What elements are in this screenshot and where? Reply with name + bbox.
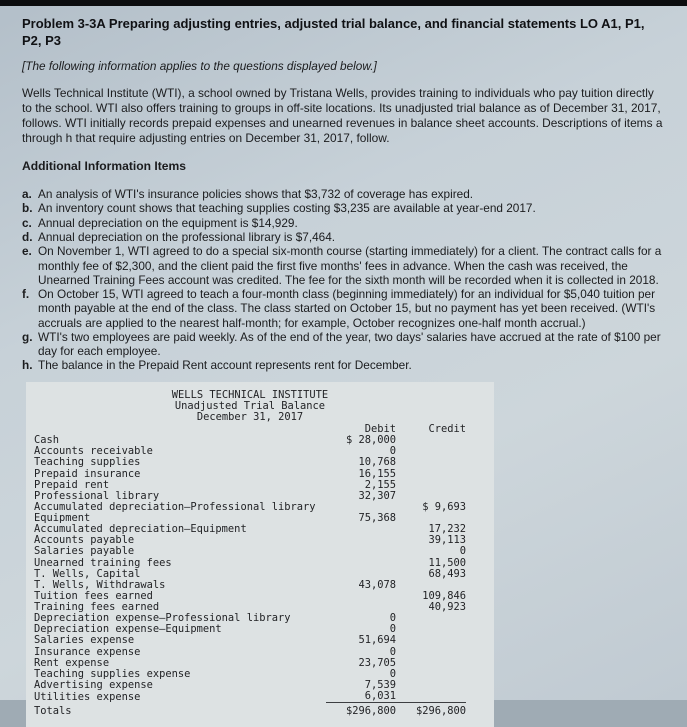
additional-info-heading: Additional Information Items	[22, 159, 186, 174]
account-cell: Equipment	[34, 512, 91, 525]
item-letter: c.	[22, 215, 32, 230]
item-text: Annual depreciation on the equipment is $14,929.	[38, 215, 298, 230]
debit-cell	[326, 591, 396, 602]
table-row	[34, 691, 466, 703]
debit-cell: 6,031	[326, 691, 396, 703]
credit-cell	[396, 669, 466, 680]
item-letter: b.	[22, 201, 33, 216]
info-item	[22, 187, 665, 201]
info-item	[22, 358, 665, 372]
account-cell: Teaching supplies expense	[34, 667, 191, 680]
credit-cell: 17,232	[428, 523, 466, 536]
table-title-date: December 31, 2017	[196, 410, 304, 423]
debit-cell: $ 28,000	[345, 434, 396, 447]
item-letter: a.	[22, 187, 32, 202]
account-cell: Prepaid insurance	[34, 467, 141, 480]
debit-cell: 51,694	[358, 634, 396, 647]
table-title-company: WELLS TECHNICAL INSTITUTE	[171, 388, 329, 401]
account-cell: Prepaid rent	[34, 478, 110, 491]
table-row	[34, 502, 466, 513]
debit-cell: 16,155	[358, 467, 396, 480]
account-cell: Professional library	[34, 489, 160, 502]
account-cell: Accumulated depreciation—Professional library	[34, 500, 316, 513]
credit-cell: 11,500	[428, 556, 466, 569]
intro-paragraph: Wells Technical Institute (WTI), a school owned by Tristana Wells, provides training to individuals who pay tuition directly to the school. WTI also offers training to groups in off-site locations. Its unadjusted trial balance as of December 31, 2017, follows. WTI initially records prepaid expenses and unearned revenues in balance sheet accounts. Descriptions of items a through h that require adjusting entries on December 31, 2017, follow.	[22, 85, 663, 146]
table-row	[34, 647, 466, 658]
table-row	[34, 457, 466, 468]
credit-cell	[396, 457, 466, 468]
account-cell: Cash	[34, 434, 60, 447]
credit-header: Credit	[428, 423, 466, 436]
trial-balance-title	[34, 390, 466, 423]
credit-cell	[396, 624, 466, 635]
item-letter: e.	[22, 244, 32, 259]
account-cell: T. Wells, Capital	[34, 567, 141, 580]
credit-cell: 0	[459, 545, 466, 558]
table-row	[34, 680, 466, 691]
debit-cell: $296,800	[345, 705, 396, 718]
info-item	[22, 201, 665, 215]
items-list	[22, 187, 665, 372]
account-cell: Accumulated depreciation—Equipment	[34, 523, 247, 536]
item-text: Annual depreciation on the professional library is $7,464.	[38, 230, 336, 245]
credit-cell	[396, 480, 466, 491]
debit-cell: 0	[389, 645, 396, 658]
item-letter: f.	[22, 287, 30, 302]
problem-title: Problem 3-3A Preparing adjusting entries, adjusted trial balance, and financial statements LO A1, P1, P2, P3	[22, 16, 645, 48]
table-row	[34, 703, 466, 718]
credit-cell: 109,846	[422, 589, 466, 602]
credit-cell: 68,493	[428, 567, 466, 580]
account-cell: Advertising expense	[34, 678, 153, 691]
credit-cell	[396, 435, 466, 446]
table-row	[34, 546, 466, 557]
problem-content	[0, 6, 687, 727]
account-header	[34, 424, 326, 435]
credit-cell	[396, 658, 466, 669]
info-item	[22, 287, 665, 330]
item-letter: h.	[22, 358, 33, 373]
account-cell: Training fees earned	[34, 601, 160, 614]
account-cell: Depreciation expense—Professional library	[34, 612, 291, 625]
debit-cell: 0	[389, 612, 396, 625]
credit-cell	[396, 635, 466, 646]
applies-note: [The following information applies to the questions displayed below.]	[22, 58, 377, 73]
debit-cell	[326, 558, 396, 569]
trial-balance-table	[34, 424, 466, 717]
debit-cell: 7,539	[364, 678, 396, 691]
debit-cell: 32,307	[358, 489, 396, 502]
credit-cell	[396, 469, 466, 480]
item-text: On October 15, WTI agreed to teach a four-month class (beginning immediately) for an individual for $5,040 tuition per month payable at the end of the class. The class started on October 15, but no payment has yet been received. (WTI's accruals are applied to the nearest half-month; for example, October recognizes one-half month accrual.)	[38, 287, 656, 330]
item-letter: d.	[22, 230, 33, 245]
debit-cell: 43,078	[358, 578, 396, 591]
info-item	[22, 230, 665, 244]
credit-cell	[396, 647, 466, 658]
item-text: An inventory count shows that teaching supplies costing $3,235 are available at year-end 2017.	[38, 201, 536, 216]
trial-balance-panel	[26, 382, 494, 727]
debit-cell: 10,768	[358, 456, 396, 469]
debit-cell: 0	[389, 667, 396, 680]
credit-cell: 39,113	[428, 534, 466, 547]
debit-cell	[326, 524, 396, 535]
debit-cell	[326, 535, 396, 546]
table-row	[34, 469, 466, 480]
credit-cell: 40,923	[428, 601, 466, 614]
credit-cell	[396, 680, 466, 691]
account-cell: Teaching supplies	[34, 456, 141, 469]
account-cell: Salaries payable	[34, 545, 135, 558]
item-text: The balance in the Prepaid Rent account represents rent for December.	[38, 358, 412, 373]
debit-header: Debit	[364, 423, 396, 436]
account-cell: Accounts receivable	[34, 445, 153, 458]
account-cell: Utilities expense	[34, 690, 141, 703]
table-row	[34, 558, 466, 569]
info-item	[22, 216, 665, 230]
table-title-statement: Unadjusted Trial Balance	[174, 399, 326, 412]
account-cell: T. Wells, Withdrawals	[34, 578, 166, 591]
item-text: WTI's two employees are paid weekly. As of the end of the year, two days' salaries have accrued at the rate of $100 per day for each employee.	[38, 329, 661, 359]
credit-cell	[396, 446, 466, 457]
account-cell: Accounts payable	[34, 534, 135, 547]
account-cell: Salaries expense	[34, 634, 135, 647]
debit-cell: 75,368	[358, 512, 396, 525]
debit-cell	[326, 602, 396, 613]
info-item	[22, 244, 665, 287]
account-cell: Insurance expense	[34, 645, 141, 658]
debit-cell: 23,705	[358, 656, 396, 669]
debit-cell: 0	[389, 445, 396, 458]
account-cell: Tuition fees earned	[34, 589, 153, 602]
item-text: On November 1, WTI agreed to do a special six-month course (starting immediately) for a client. The contract calls for a monthly fee of $2,300, and the client paid the first five months' fees in advance. When the cash was received, the Unearned Training Fees account was credited. The fee for the sixth month will be recorded when it is collected in 2018.	[38, 244, 662, 287]
table-header-row	[34, 424, 466, 435]
account-cell: Rent expense	[34, 656, 110, 669]
account-cell: Totals	[34, 705, 72, 718]
account-cell: Depreciation expense—Equipment	[34, 623, 222, 636]
info-item	[22, 330, 665, 359]
debit-cell: 0	[389, 623, 396, 636]
debit-cell	[326, 546, 396, 557]
account-cell: Unearned training fees	[34, 556, 172, 569]
item-text: An analysis of WTI's insurance policies shows that $3,732 of coverage has expired.	[38, 187, 474, 202]
table-row	[34, 635, 466, 646]
credit-cell: $ 9,693	[422, 500, 466, 513]
debit-cell: 2,155	[364, 478, 396, 491]
credit-cell: $296,800	[415, 705, 466, 718]
item-letter: g.	[22, 329, 33, 344]
credit-cell	[396, 613, 466, 624]
trial-balance-body	[34, 435, 466, 717]
credit-cell	[396, 691, 466, 703]
